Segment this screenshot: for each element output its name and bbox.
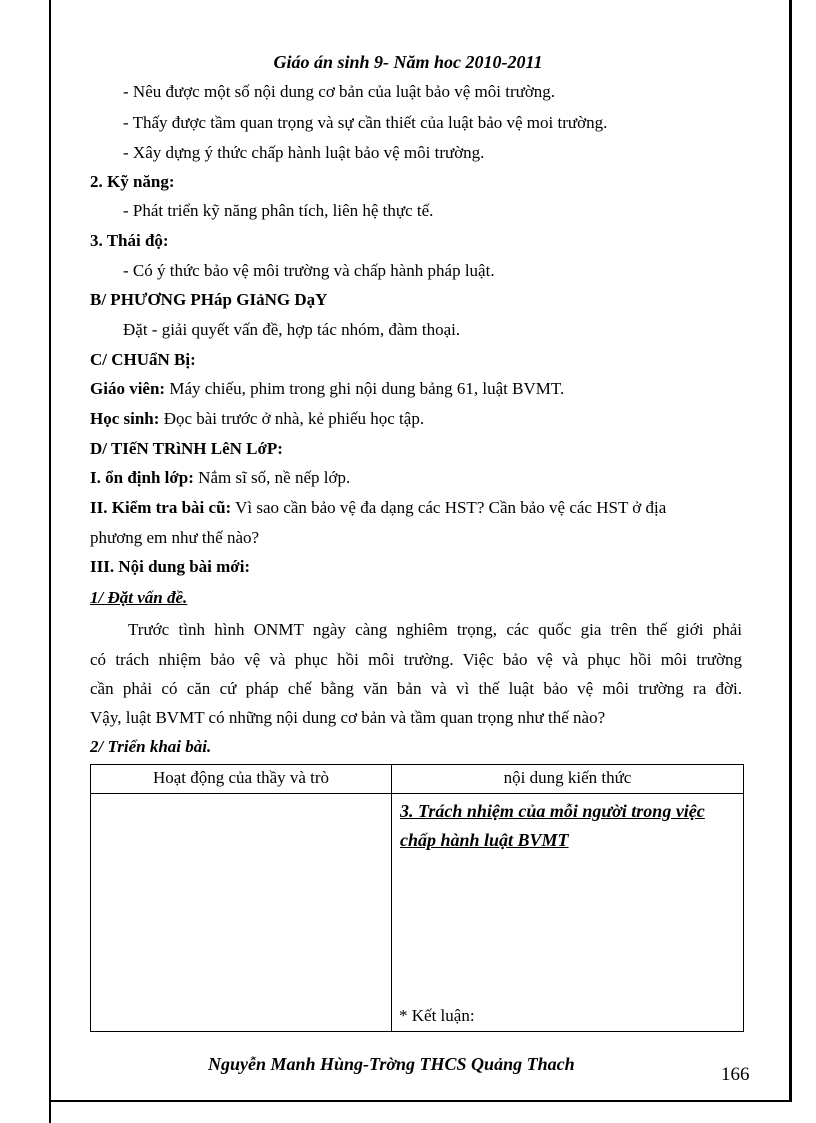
skills-heading: 2. Kỹ năng:	[90, 172, 175, 191]
conclusion-label: * Kết luận:	[399, 1006, 475, 1025]
lesson-table	[90, 764, 744, 1032]
page-border-bottom	[49, 1100, 789, 1102]
page-border-right	[789, 0, 792, 1102]
stabilize-label: I. ổn định lớp:	[90, 468, 194, 487]
knowledge-item-1: - Nêu được một số nội dung cơ bản của luật bảo vệ môi trường.	[123, 82, 556, 101]
section-title-line-1: 3. Trách nhiệm của mỗi người trong việc	[400, 801, 705, 821]
intro-paragraph-line-2: có trách nhiệm bảo vệ và phục hồi môi trường. Việc bảo vệ và phục hồi môi trường	[90, 650, 742, 669]
student-preparation	[90, 408, 424, 430]
intro-heading: 1/ Đặt vấn đề.	[90, 588, 188, 607]
table-header-activities: Hoạt động của thầy và trò	[91, 765, 392, 794]
table-header-content: nội dung kiến thức	[392, 765, 744, 794]
preparation-heading: C/ CHUẩN Bị:	[90, 350, 196, 369]
attitude-heading: 3. Thái độ:	[90, 231, 169, 250]
knowledge-item-3: - Xây dựng ý thức chấp hành luật bảo vệ môi trường.	[123, 143, 485, 162]
skills-item: - Phát triển kỹ năng phân tích, liên hệ thực tế.	[123, 201, 434, 220]
table-header-row	[91, 765, 744, 794]
review-text-1: Vì sao cần bảo vệ đa dạng các HST? Cần bảo vệ các HST ở địa	[231, 498, 667, 517]
section-title-line-2: chấp hành luật BVMT	[400, 830, 569, 850]
attitude-item: - Có ý thức bảo vệ môi trường và chấp hành pháp luật.	[123, 261, 495, 280]
content-cell	[392, 794, 744, 1032]
intro-paragraph-line-1: Trước tình hình ONMT ngày càng nghiêm trọng, các quốc gia trên thế giới phải	[128, 620, 742, 639]
deploy-heading: 2/ Triển khai bài.	[90, 737, 212, 756]
new-lesson-heading: III. Nội dung bài mới:	[90, 557, 251, 576]
methods-text: Đặt - giải quyết vấn đề, hợp tác nhóm, đàm thoại.	[123, 320, 461, 339]
review-line-2: phương em như thế nào?	[90, 528, 260, 547]
methods-heading: B/ PHƯƠNG PHáp GIảNG DạY	[90, 290, 328, 309]
page-border-left	[49, 0, 51, 1123]
page-header-title: Giáo án sinh 9- Năm hoc 2010-2011	[273, 52, 543, 72]
table-row	[91, 794, 744, 1032]
teacher-preparation	[90, 378, 564, 400]
teacher-label: Giáo viên:	[90, 379, 166, 398]
page-number: 166	[721, 1064, 750, 1085]
stabilize-line	[90, 467, 350, 489]
process-heading: D/ TIếN TRìNH LêN LớP:	[90, 439, 283, 458]
intro-paragraph-line-3: cần phải có căn cứ pháp chế bằng văn bản và vì thế luật bảo vệ môi trường ra đời.	[90, 679, 742, 698]
teacher-text: Máy chiếu, phim trong ghi nội dung bảng 61, luật BVMT.	[165, 379, 565, 398]
student-label: Học sinh:	[90, 409, 160, 428]
review-label: II. Kiểm tra bài cũ:	[90, 498, 232, 517]
student-text: Đọc bài trước ở nhà, kẻ phiếu học tập.	[159, 409, 425, 428]
review-line-1	[90, 497, 666, 519]
activities-cell	[91, 794, 392, 1032]
intro-paragraph-line-4: Vậy, luật BVMT có những nội dung cơ bản và tầm quan trọng như thế nào?	[90, 708, 606, 727]
knowledge-item-2: - Thấy được tầm quan trọng và sự cần thiết của luật bảo vệ moi trường.	[123, 113, 608, 132]
footer-author: Nguyễn Manh Hùng-Trờng THCS Quảng Thach	[208, 1054, 575, 1074]
stabilize-text: Nắm sĩ số, nề nếp lớp.	[193, 468, 351, 487]
